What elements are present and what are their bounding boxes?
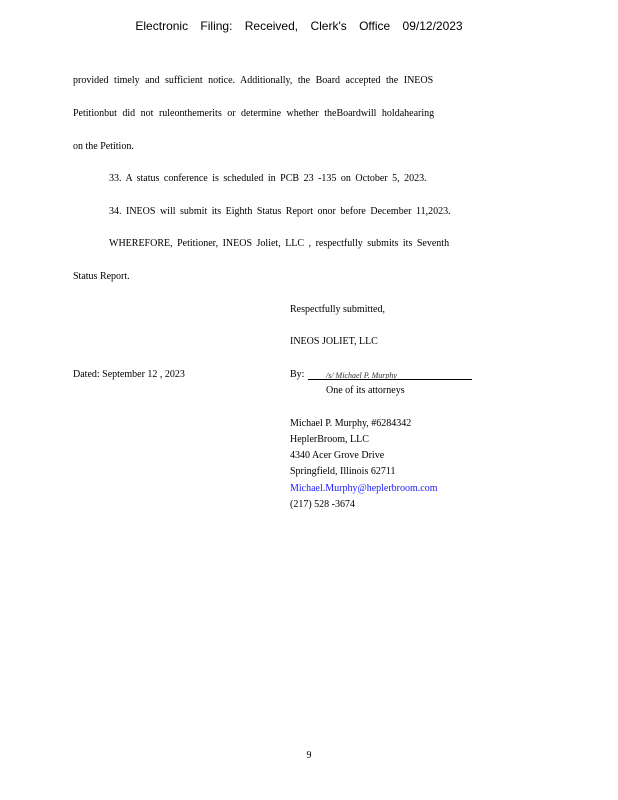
street-address: 4340 Acer Grove Drive	[290, 450, 385, 461]
signatory-role: One of its attorneys	[326, 385, 405, 396]
phone-number: (217) 528 -3674	[290, 499, 355, 510]
dated-line: Dated: September 12 , 2023	[73, 369, 185, 380]
company-name: INEOS JOLIET, LLC	[290, 336, 378, 347]
city-state-zip: Springfield, Illinois 62711	[290, 466, 396, 477]
body-line-3: on the Petition.	[73, 141, 134, 152]
electronic-signature: /s/ Michael P. Murphy	[326, 371, 397, 380]
paragraph-34: 34. INEOS will submit its Eighth Status Report onor before December 11,2023.	[109, 206, 451, 217]
page-number: 9	[306, 750, 312, 761]
paragraph-33: 33. A status conference is scheduled in PCB 23 -135 on October 5, 2023.	[109, 173, 427, 184]
closing-salutation: Respectfully submitted,	[290, 304, 385, 315]
body-line-2: Petitionbut did not ruleonthemerits or determine whether theBoardwill holdahearing	[73, 108, 435, 119]
law-firm: HeplerBroom, LLC	[290, 434, 369, 445]
attorney-name: Michael P. Murphy, #6284342	[290, 418, 412, 429]
wherefore-line-1: WHEREFORE, Petitioner, INEOS Joliet, LLC , respectfully submits its Seventh	[109, 238, 450, 249]
by-label: By:	[290, 369, 305, 380]
wherefore-line-2: Status Report.	[73, 271, 130, 282]
filing-header: Electronic Filing: Received, Clerk's Office 09/12/2023	[135, 19, 463, 33]
email-link[interactable]: Michael.Murphy@heplerbroom.com	[290, 483, 438, 494]
body-line-1: provided timely and sufficient notice. Additionally, the Board accepted the INEOS	[73, 75, 434, 86]
